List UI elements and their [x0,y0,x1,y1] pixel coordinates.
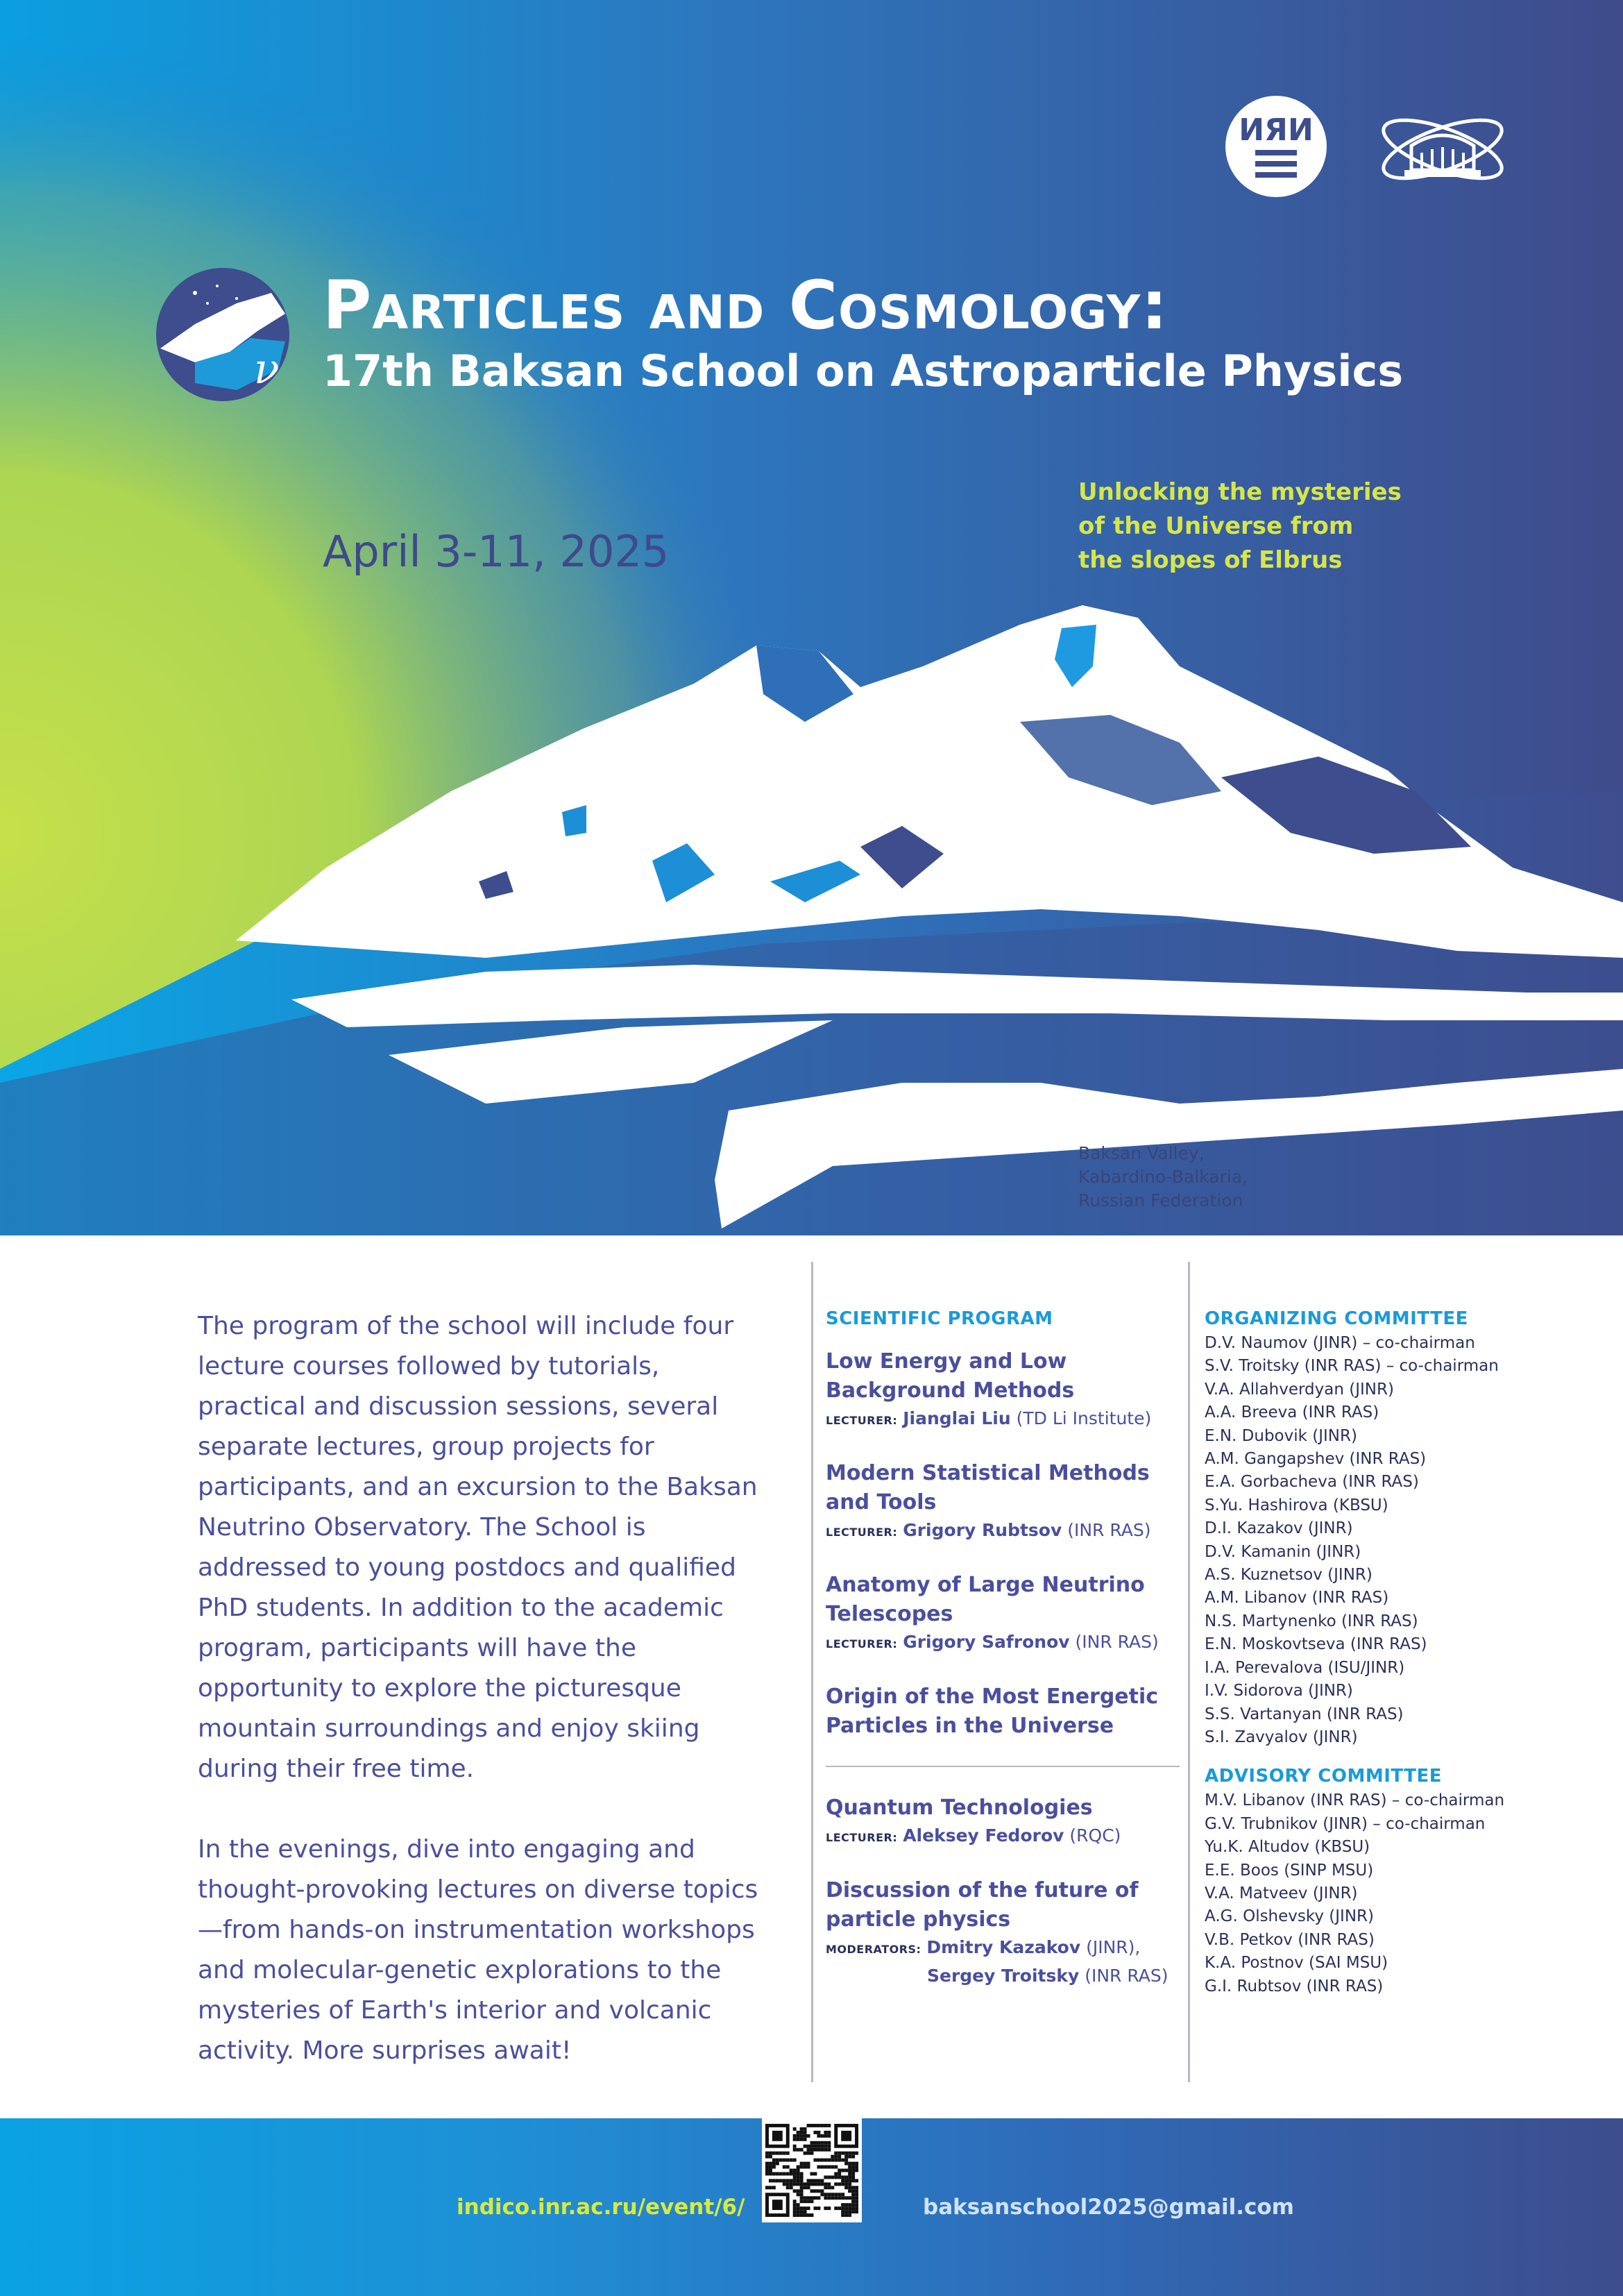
title-block [323,267,1403,399]
tagline-line: Unlocking the mysteries [1078,478,1402,506]
tagline [1078,475,1439,577]
qr-code-icon[interactable] [762,2118,862,2222]
committee-member: E.N. Moskovtseva (INR RAS) [1205,1635,1427,1654]
course-title: Anatomy of Large Neutrino Telescopes [826,1573,1145,1626]
lecturer-affiliation: (TD Li Institute) [1016,1408,1152,1428]
advisory-heading: ADVISORY COMMITTEE [1205,1766,1442,1787]
lecturer-affiliation: (RQC) [1069,1825,1121,1846]
committee-member: E.E. Boos (SINP MSU) [1205,1861,1374,1880]
inr-logo-text: ИЯИ [1239,112,1314,148]
organizing-heading: ORGANIZING COMMITTEE [1205,1308,1468,1329]
course-title: Origin of the Most Energetic Particles in the Universe [826,1685,1159,1738]
committee-member: D.V. Kamanin (JINR) [1205,1542,1361,1561]
committee-member: I.V. Sidorova (JINR) [1205,1682,1353,1700]
committee-member: E.N. Dubovik (JINR) [1205,1426,1357,1445]
lecturer-affiliation: (INR RAS) [1067,1520,1151,1540]
committee-member: Yu.K. Altudov (KBSU) [1205,1838,1370,1857]
committee-member: I.A. Perevalova (ISU/JINR) [1205,1658,1405,1677]
location-caption [1078,1142,1248,1213]
committee-member: K.A. Postnov (SAI MSU) [1205,1954,1388,1973]
inr-logo-icon [1224,94,1328,199]
course-title: Discussion of the future of particle physics [826,1878,1139,1932]
committee-member: M.V. Libanov (INR RAS) – co-chairman [1205,1791,1505,1810]
course-item [826,1682,1180,1741]
lecturer-role: LECTURER: [826,1831,898,1844]
lecturer-line [826,1517,1180,1546]
email-link[interactable]: baksanschool2025@gmail.com [923,2195,1294,2220]
committee-member: A.G. Olshevsky (JINR) [1205,1907,1375,1926]
committee-member: G.I. Rubtsov (INR RAS) [1205,1977,1384,1995]
committee-member: A.S. Kuznetsov (JINR) [1205,1566,1373,1585]
committee-member: S.S. Vartanyan (INR RAS) [1205,1705,1404,1723]
course-title: Low Energy and Low Background Methods [826,1349,1075,1403]
page-title: Particles and Cosmology: [323,267,1169,344]
committee-member: A.A. Breeva (INR RAS) [1205,1403,1379,1422]
committee-member: G.V. Trubnikov (JINR) – co-chairman [1205,1814,1486,1833]
tagline-line: the slopes of Elbrus [1078,546,1343,574]
moderator-name: Dmitry Kazakov [926,1937,1081,1957]
committee-member: V.A. Matveev (JINR) [1205,1884,1358,1902]
committee-member: A.M. Libanov (INR RAS) [1205,1589,1389,1607]
location-line: Russian Federation [1078,1190,1243,1210]
jinr-logo-icon [1377,104,1509,194]
moderator-affiliation: (INR RAS) [1085,1966,1169,1986]
moderator-name: Sergey Troitsky [927,1966,1080,1986]
committee-member: N.S. Martynenko (INR RAS) [1205,1612,1418,1630]
course-item [826,1876,1180,1989]
course-item [826,1793,1180,1851]
lecturer-line [826,1823,1180,1851]
lecturer-name: Jianglai Liu [903,1408,1011,1428]
moderator-role: MODERATORS: [826,1943,921,1956]
scientific-program [826,1308,1180,2014]
advisory-list [1205,1789,1593,1998]
course-title: Quantum Technologies [826,1796,1093,1820]
lecturer-affiliation: (INR RAS) [1075,1632,1159,1652]
location-line: Kabardino-Balkaria, [1078,1167,1248,1187]
committee-member: V.A. Allahverdyan (JINR) [1205,1380,1394,1399]
moderator-line [826,1963,1180,1989]
committees [1205,1308,1593,1998]
committee-member: A.M. Gangapshev (INR RAS) [1205,1450,1427,1469]
website-link[interactable]: indico.inr.ac.ru/event/6/ [457,2195,745,2220]
moderator-affiliation: (JINR), [1086,1937,1141,1957]
tagline-line: of the Universe from [1078,512,1354,540]
school-logo-icon [153,265,292,404]
lecturer-role: LECTURER: [826,1637,898,1651]
program-divider [826,1766,1180,1767]
lecturer-name: Aleksey Fedorov [903,1825,1064,1846]
page-subtitle: 17th Baksan School on Astroparticle Physics [323,346,1404,396]
committee-member: V.B. Petkov (INR RAS) [1205,1930,1375,1949]
course-title: Modern Statistical Methods and Tools [826,1461,1150,1514]
column-divider [811,1262,813,2082]
event-dates: April 3-11, 2025 [323,526,670,577]
intro-paragraph: The program of the school will include four lecture courses followed by tutorials, practical and discussion sessions, several separate lectures, group projects for participants, and an excursion to the Baksan Neutrino Observatory. The School is addressed to young postdocs and qualified PhD students. In addition to the academic program, participants will have the opportunity to explore the picturesque mountain surroundings and enjoy skiing during their free time. [198,1312,758,1783]
committee-member: E.A. Gorbacheva (INR RAS) [1205,1473,1419,1492]
location-line: Baksan Valley, [1078,1143,1205,1163]
intro-paragraph: In the evenings, dive into engaging and thought-provoking lectures on diverse topics—from hands-on instrumentation workshops and molecular-genetic explorations to the mysteries of Earth's interior and volcanic activity. More surprises await! [198,1835,758,2065]
program-heading: SCIENTIFIC PROGRAM [826,1308,1053,1329]
course-item [826,1571,1180,1657]
moderator-line [826,1934,1180,1963]
committee-member: D.I. Kazakov (JINR) [1205,1519,1353,1538]
school-logo-symbol: ν [254,345,280,394]
committee-member: S.Yu. Hashirova (KBSU) [1205,1496,1388,1514]
committee-member: D.V. Naumov (JINR) – co-chairman [1205,1334,1475,1352]
lecturer-name: Grigory Rubtsov [903,1520,1062,1540]
footer [0,2118,1623,2296]
intro-text [198,1306,774,2111]
committee-member: S.I. Zavyalov (JINR) [1205,1728,1358,1746]
lecturer-role: LECTURER: [826,1526,898,1539]
lecturer-line [826,1629,1180,1657]
committee-member: S.V. Troitsky (INR RAS) – co-chairman [1205,1357,1499,1376]
column-divider [1188,1262,1190,2082]
course-item [826,1459,1180,1546]
organizing-list [1205,1332,1593,1749]
lecturer-name: Grigory Safronov [903,1632,1070,1652]
course-item [826,1347,1180,1434]
lecturer-line [826,1406,1180,1434]
lecturer-role: LECTURER: [826,1414,898,1427]
